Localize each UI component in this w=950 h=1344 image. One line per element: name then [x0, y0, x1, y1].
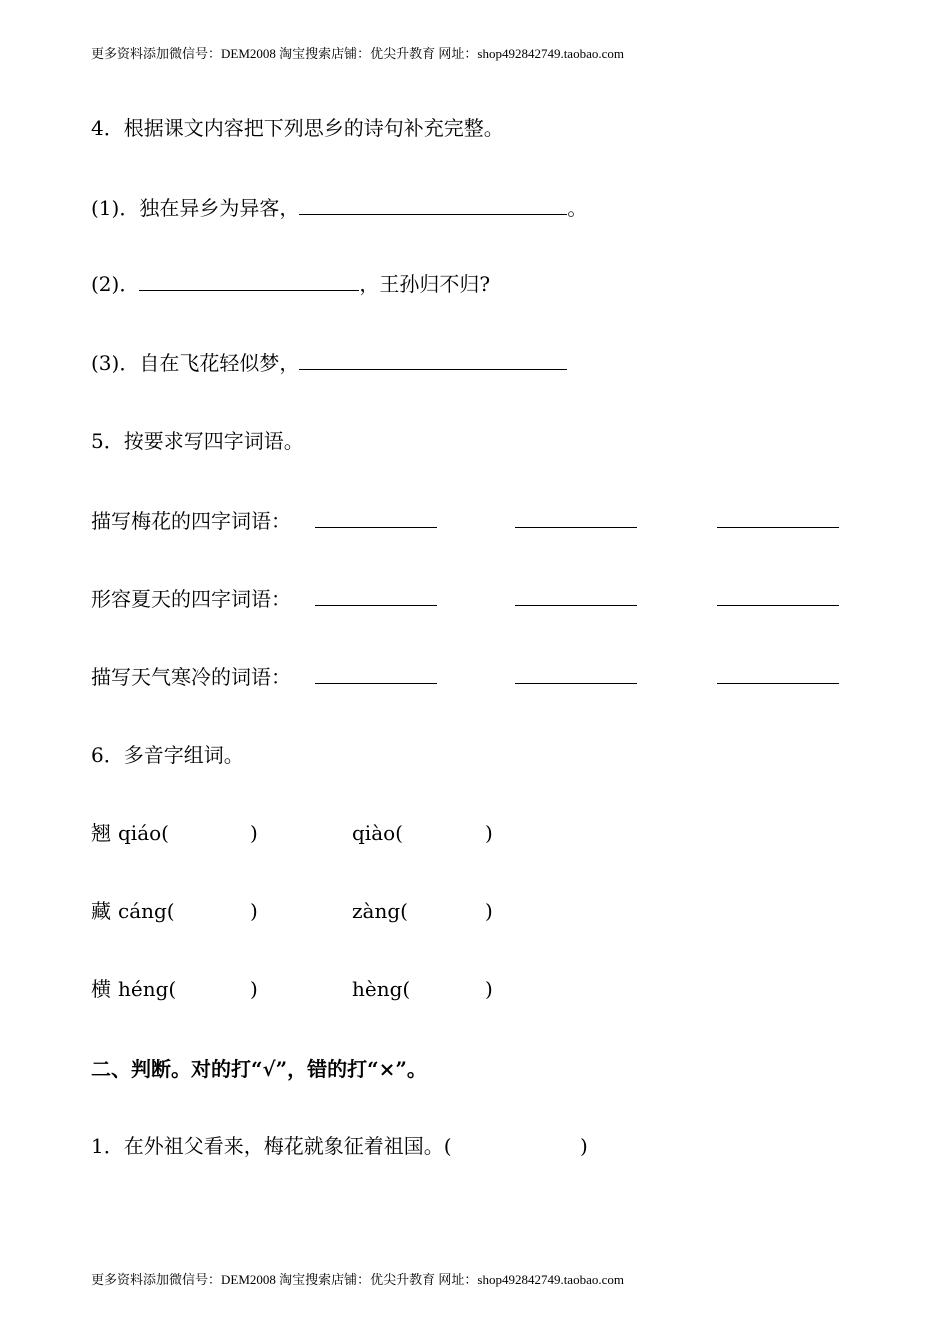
q4-item-3-prefix: (3)．自在飞花轻似梦， [91, 351, 300, 375]
page-header: 更多资料添加微信号：DEM2008 淘宝搜索店铺：优尖升教育 网址：shop492842749.taobao.com [91, 46, 624, 61]
q5-row-2-blank-2[interactable] [515, 604, 637, 606]
q4-item-2 [91, 271, 490, 297]
q5-row-2-blank-3[interactable] [717, 604, 839, 606]
q5-row-2-blank-1[interactable] [315, 604, 437, 606]
q4-item-2-suffix: ，王孙归不归? [359, 272, 491, 296]
page-footer: 更多资料添加微信号：DEM2008 淘宝搜索店铺：优尖升教育 网址：shop492842749.taobao.com [91, 1272, 624, 1287]
q6-row-1-close-1: ) [250, 821, 258, 845]
q6-row-3-pinyin-1: héng( [118, 977, 177, 1001]
q6-row-1-pinyin-1: qiáo( [118, 821, 169, 845]
q4-item-2-blank[interactable] [139, 272, 359, 291]
q6-row-1-close-2: ) [485, 821, 493, 845]
q5-title: 5．按要求写四字词语。 [91, 429, 304, 453]
q6-row-3-close-2: ) [485, 977, 493, 1001]
judge-q1-close: ) [580, 1134, 588, 1158]
q4-title: 4．根据课文内容把下列思乡的诗句补充完整。 [91, 116, 504, 140]
q4-item-3 [91, 350, 567, 376]
q5-row-3-blank-1[interactable] [315, 682, 437, 684]
q6-row-2-pinyin-2: zàng( [352, 899, 408, 923]
q5-row-3-blank-2[interactable] [515, 682, 637, 684]
q4-item-1-suffix: 。 [567, 196, 588, 220]
q6-row-3-pinyin-2: hèng( [352, 977, 411, 1001]
q5-row-3-label: 描写天气寒冷的词语： [91, 665, 291, 689]
q5-row-1-blank-2[interactable] [515, 526, 637, 528]
q6-title: 6．多音字组词。 [91, 743, 244, 767]
q5-row-2-label: 形容夏天的四字词语： [91, 587, 291, 611]
q4-item-1-prefix: (1)．独在异乡为异客， [91, 196, 300, 220]
q6-row-2-pinyin-1: cáng( [118, 899, 175, 923]
q6-row-3-char: 横 [91, 977, 111, 1001]
q6-row-1-char: 翘 [91, 821, 111, 845]
section-2-title: 二、判断。对的打“√”，错的打“×”。 [91, 1057, 427, 1081]
judge-q1-text: 1．在外祖父看来，梅花就象征着祖国。( [91, 1134, 452, 1158]
q4-item-3-blank[interactable] [299, 351, 567, 370]
q6-row-2-char: 藏 [91, 899, 111, 923]
q4-item-2-prefix: (2)． [91, 272, 140, 296]
q5-row-1-blank-1[interactable] [315, 526, 437, 528]
q5-row-3-blank-3[interactable] [717, 682, 839, 684]
q6-row-3-close-1: ) [250, 977, 258, 1001]
q4-item-1-blank[interactable] [299, 196, 567, 215]
q6-row-2-close-1: ) [250, 899, 258, 923]
q4-item-1 [91, 195, 587, 221]
q5-row-1-label: 描写梅花的四字词语： [91, 509, 291, 533]
q6-row-2-close-2: ) [485, 899, 493, 923]
q5-row-1-blank-3[interactable] [717, 526, 839, 528]
q6-row-1-pinyin-2: qiào( [352, 821, 403, 845]
